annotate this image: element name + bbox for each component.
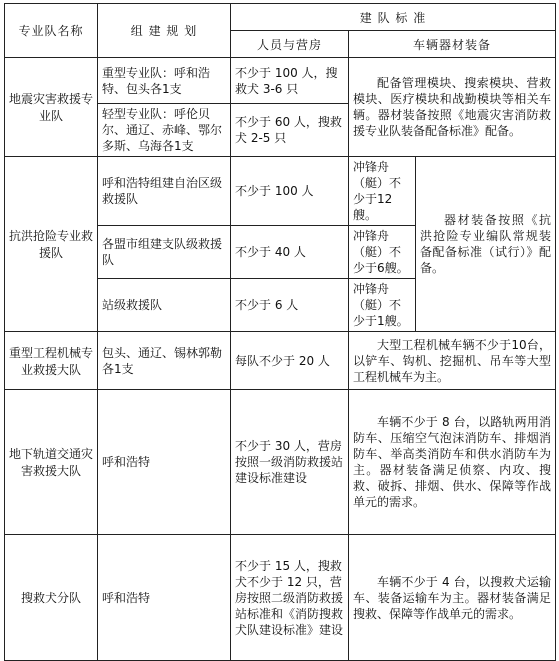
table-row bbox=[5, 390, 556, 535]
table-row bbox=[5, 535, 556, 661]
personnel-cell: 不少于 6 人 bbox=[231, 279, 349, 332]
plan-cell: 呼和浩特 bbox=[98, 390, 231, 535]
header-equipment: 车辆器材装备 bbox=[349, 31, 556, 58]
equipment-cell: 器材装备按照《抗洪抢险专业编队常规装备配备标准（试行）》配备。 bbox=[416, 157, 556, 332]
header-standard: 建 队 标 准 bbox=[231, 4, 556, 31]
table-row bbox=[5, 157, 556, 226]
plan-cell: 包头、通辽、锡林郭勒各1支 bbox=[98, 332, 231, 390]
table-row bbox=[5, 332, 556, 390]
plan-cell: 轻型专业队：呼伦贝尔、通辽、赤峰、鄂尔多斯、乌海各1支 bbox=[98, 104, 231, 157]
team-name-cell: 重型工程机械专业救援大队 bbox=[5, 332, 98, 390]
personnel-cell: 不少于 100 人，搜救犬 3-6 只 bbox=[231, 58, 349, 104]
plan-cell: 重型专业队：呼和浩特、包头各1支 bbox=[98, 58, 231, 104]
team-name-cell: 地下轨道交通灾害救援大队 bbox=[5, 390, 98, 535]
boat-cell: 冲锋舟（艇）不少于6艘。 bbox=[349, 226, 416, 279]
plan-cell: 呼和浩特组建自治区级救援队 bbox=[98, 157, 231, 226]
equipment-cell: 配备管理模块、搜索模块、营救模块、医疗模块和战勤模块等相关车辆。器材装备按照《地震灾害消防救援专业队装备配备标准》配备。 bbox=[349, 58, 556, 157]
team-name-cell: 抗洪抢险专业救援队 bbox=[5, 157, 98, 332]
header-personnel: 人员与营房 bbox=[231, 31, 349, 58]
personnel-cell: 不少于 40 人 bbox=[231, 226, 349, 279]
header-plan: 组 建 规 划 bbox=[98, 4, 231, 58]
team-standards-table bbox=[4, 3, 556, 661]
plan-cell: 站级救援队 bbox=[98, 279, 231, 332]
equipment-cell: 车辆不少于 8 台，以路轨两用消防车、压缩空气泡沫消防车、排烟消防车、举高类消防车和供水消防车为主。器材装备满足侦察、内攻、搜救、破拆、排烟、供水、保障等作战单元的需求。 bbox=[349, 390, 556, 535]
plan-cell: 各盟市组建支队级救援队 bbox=[98, 226, 231, 279]
personnel-cell: 不少于 15 人，搜救犬不少于 12 只，营房按照二级消防救援站标准和《消防搜救犬队建设标准》建设 bbox=[231, 535, 349, 661]
team-name-cell: 地震灾害救援专业队 bbox=[5, 58, 98, 157]
personnel-cell: 不少于 100 人 bbox=[231, 157, 349, 226]
boat-cell: 冲锋舟（艇）不少于12艘。 bbox=[349, 157, 416, 226]
personnel-cell: 不少于 30 人，营房按照一级消防救援站建设标准建设 bbox=[231, 390, 349, 535]
equipment-cell: 车辆不少于 4 台，以搜救犬运输车、装备运输车为主。器材装备满足搜救、保障等作战单元的需求。 bbox=[349, 535, 556, 661]
header-team-name: 专业队名称 bbox=[5, 4, 98, 58]
team-name-cell: 搜救犬分队 bbox=[5, 535, 98, 661]
personnel-cell: 每队不少于 20 人 bbox=[231, 332, 349, 390]
plan-cell: 呼和浩特 bbox=[98, 535, 231, 661]
boat-cell: 冲锋舟（艇）不少于1艘。 bbox=[349, 279, 416, 332]
personnel-cell: 不少于 60 人，搜救犬 2-5 只 bbox=[231, 104, 349, 157]
equipment-cell: 大型工程机械车辆不少于10台，以铲车、钩机、挖掘机、吊车等大型工程机械车为主。 bbox=[349, 332, 556, 390]
table-row bbox=[5, 58, 556, 104]
